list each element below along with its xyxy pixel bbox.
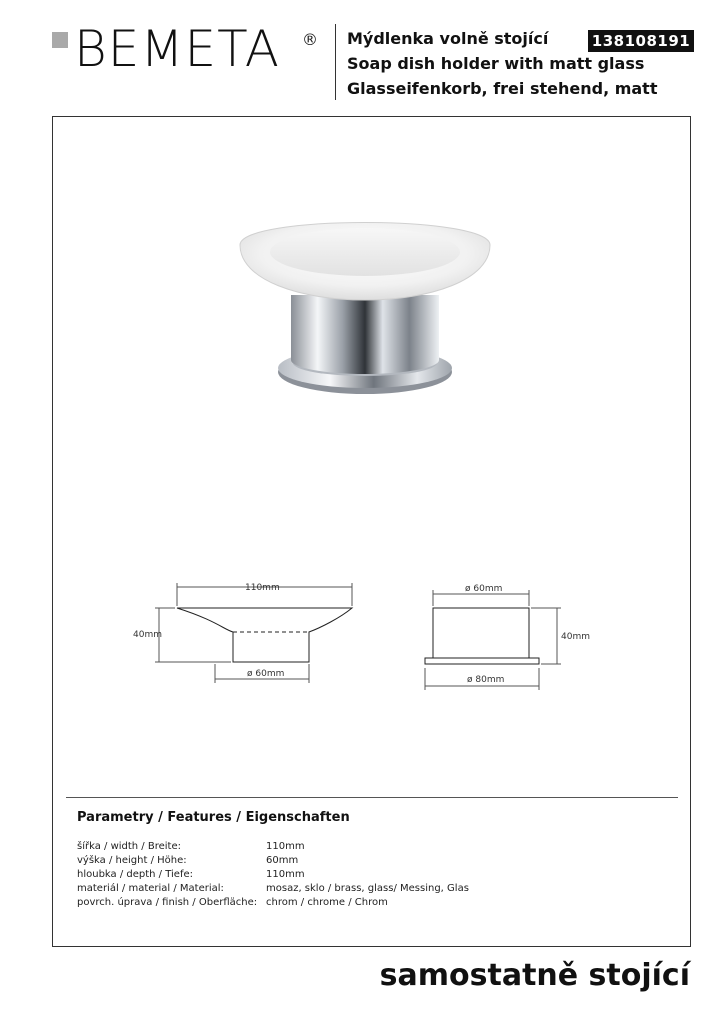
base-top-diameter-label: ø 60mm bbox=[465, 584, 503, 594]
spec-value: 60mm bbox=[266, 855, 299, 866]
features-title: Parametry / Features / Eigenschaften bbox=[77, 810, 350, 825]
registered-mark: ® bbox=[302, 30, 318, 49]
side-base-diameter-label: ø 60mm bbox=[247, 669, 285, 679]
side-height-label: 40mm bbox=[133, 630, 162, 640]
spec-row bbox=[77, 882, 469, 896]
product-glass-dish bbox=[240, 223, 490, 301]
spec-label: výška / height / Höhe: bbox=[77, 855, 187, 866]
spec-value: mosaz, sklo / brass, glass/ Messing, Glas bbox=[266, 883, 469, 894]
spec-value: 110mm bbox=[266, 841, 305, 852]
spec-list bbox=[77, 840, 469, 910]
technical-drawings bbox=[125, 570, 590, 700]
base-height-label: 40mm bbox=[561, 632, 590, 642]
spec-row bbox=[77, 840, 469, 854]
header-divider bbox=[335, 24, 336, 100]
title-en: Soap dish holder with matt glass bbox=[347, 54, 645, 73]
spec-value: 110mm bbox=[266, 869, 305, 880]
title-cz: Mýdlenka volně stojící bbox=[347, 29, 549, 48]
spec-row bbox=[77, 896, 469, 910]
product-code-badge: 138108191 bbox=[588, 30, 694, 52]
base-bottom-diameter-label: ø 80mm bbox=[467, 675, 505, 685]
spec-value: chrom / chrome / Chrom bbox=[266, 897, 388, 908]
logo-square-icon bbox=[52, 32, 68, 48]
footer-title: samostatně stojící bbox=[379, 958, 690, 993]
side-view-drawing bbox=[155, 583, 352, 683]
product-photo bbox=[220, 200, 510, 420]
features-divider bbox=[66, 797, 678, 798]
spec-label: šířka / width / Breite: bbox=[77, 841, 181, 852]
side-width-label: 110mm bbox=[245, 583, 280, 593]
spec-label: hloubka / depth / Tiefe: bbox=[77, 869, 193, 880]
product-column bbox=[291, 295, 439, 374]
title-de: Glasseifenkorb, frei stehend, matt bbox=[347, 79, 658, 98]
spec-label: povrch. úprava / finish / Oberfläche: bbox=[77, 897, 258, 908]
logo-text: BEMETA bbox=[74, 20, 280, 78]
spec-row bbox=[77, 854, 469, 868]
spec-row bbox=[77, 868, 469, 882]
brand-logo bbox=[52, 20, 322, 78]
spec-label: materiál / material / Material: bbox=[77, 883, 224, 894]
